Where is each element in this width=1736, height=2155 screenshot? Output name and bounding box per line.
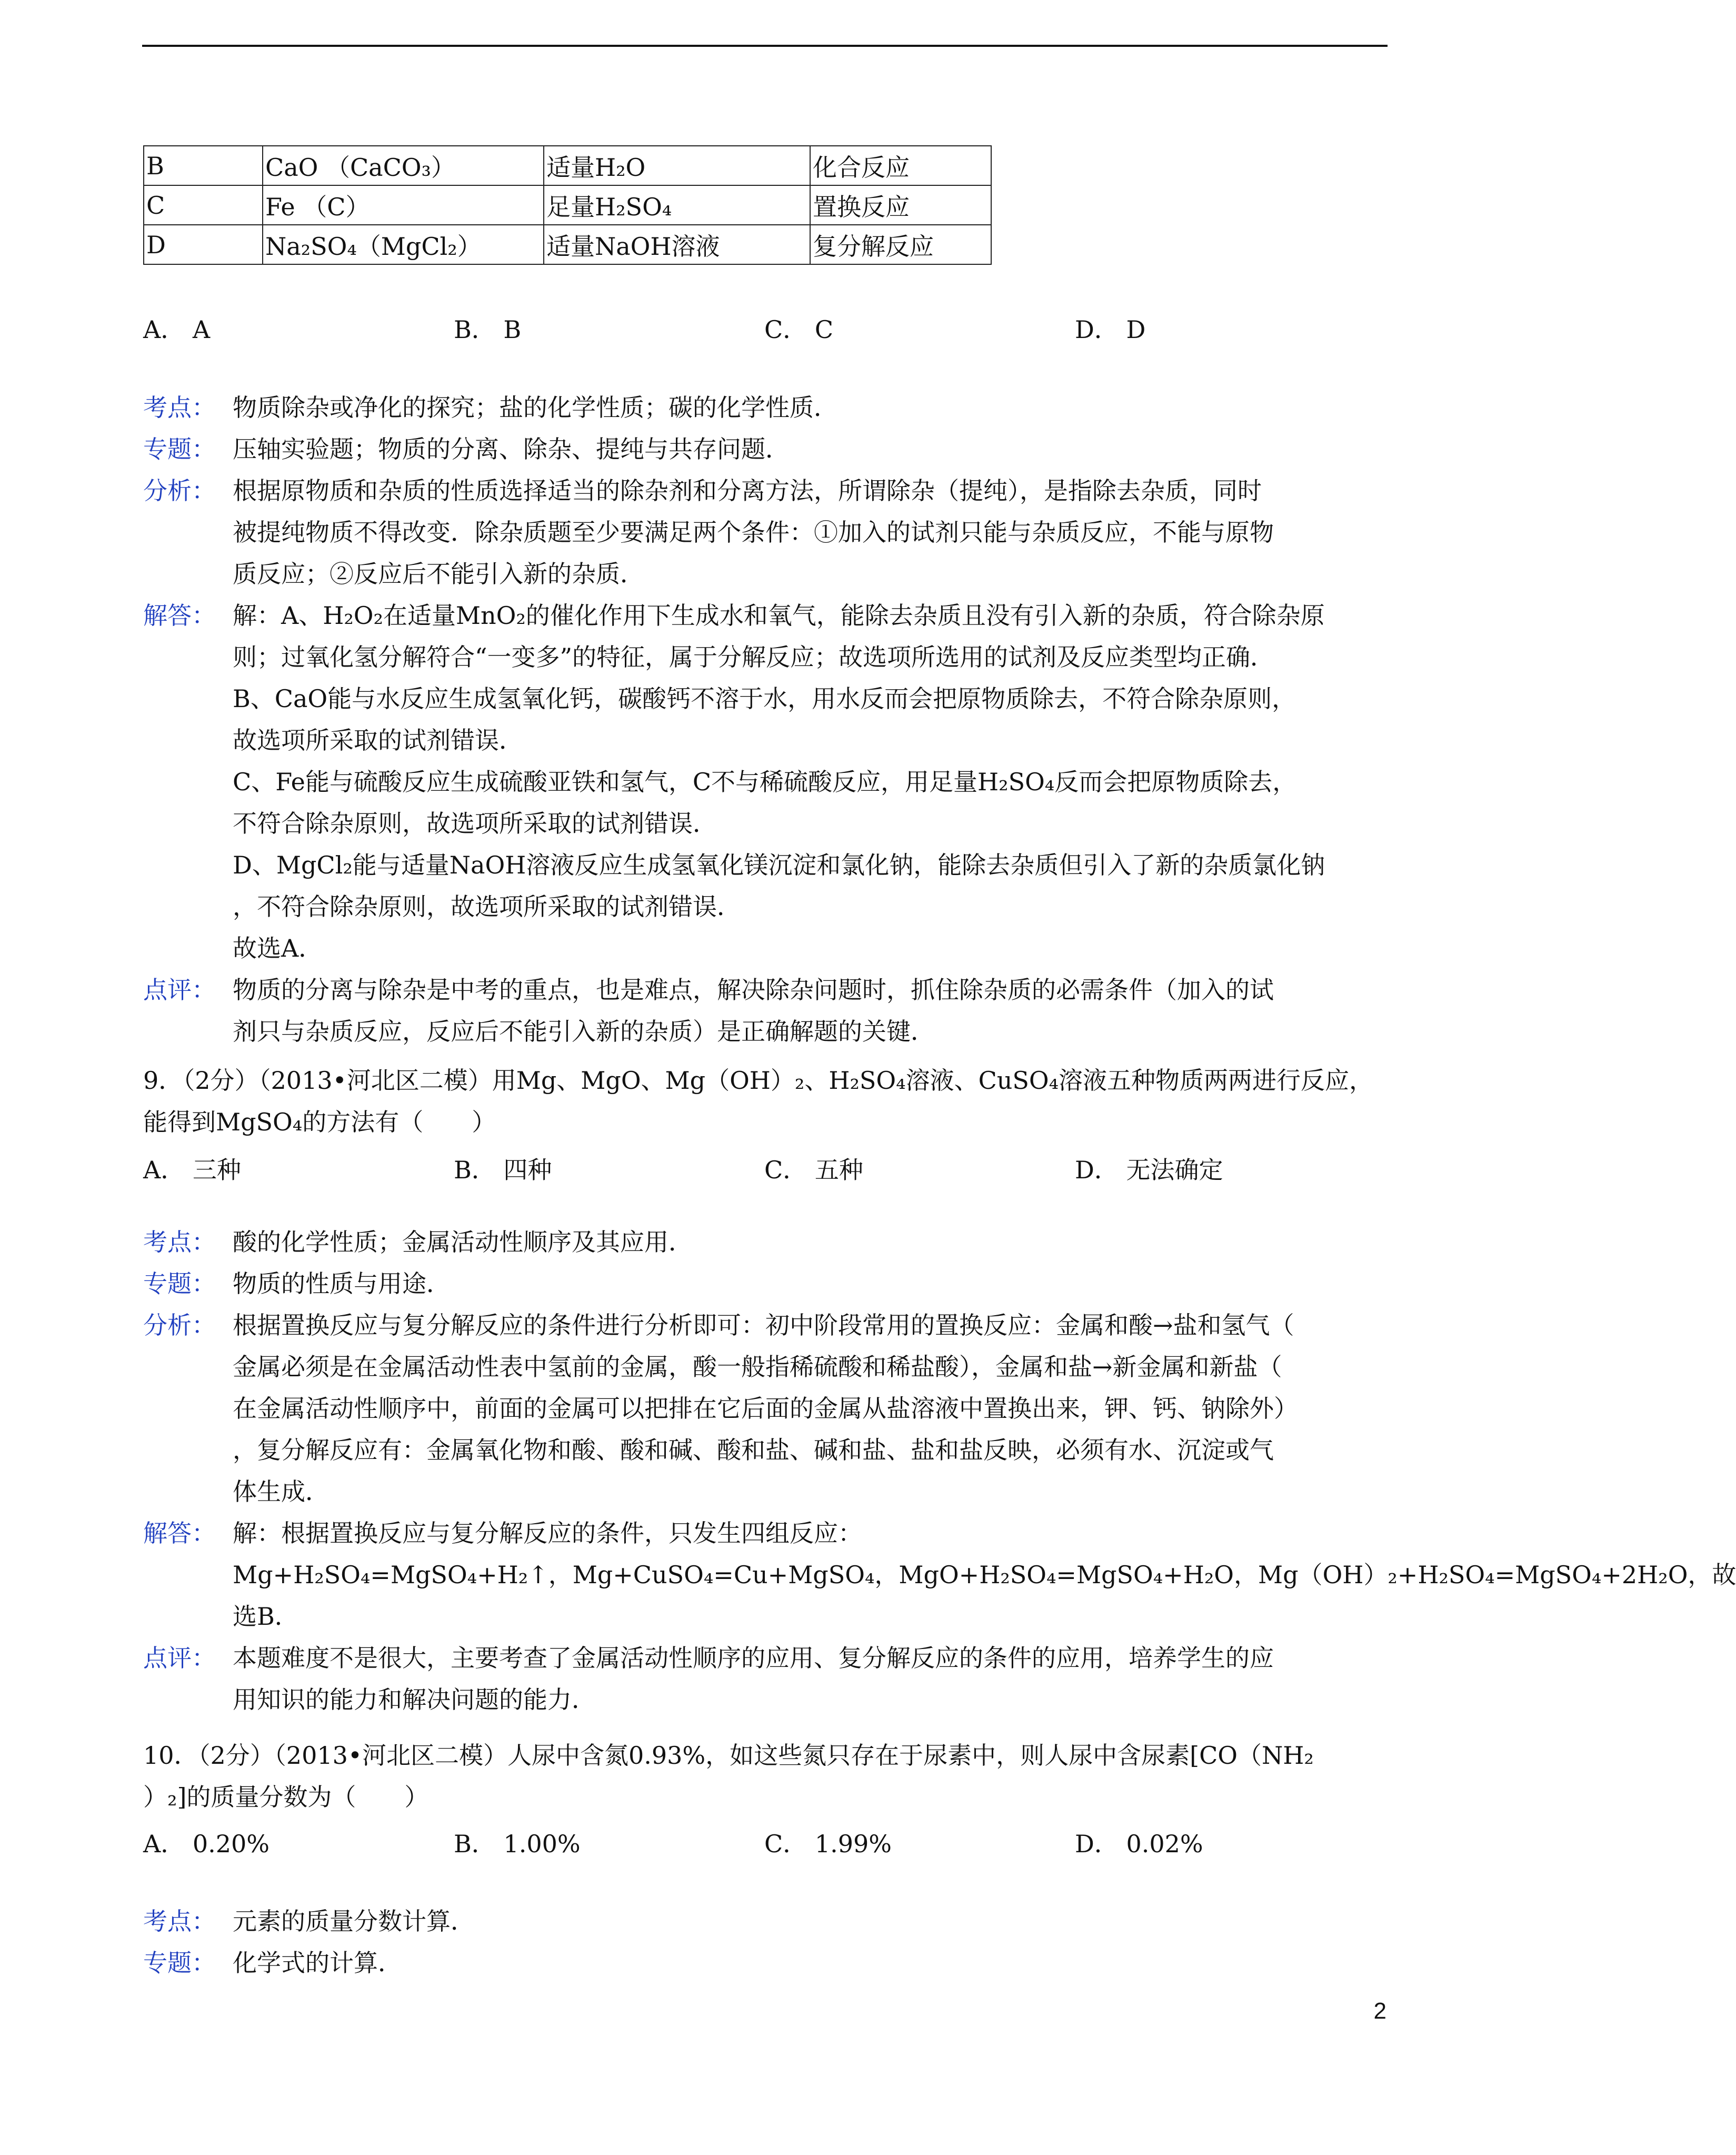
section-label: 专题： [143, 1269, 216, 1298]
section-label: 解答： [143, 1519, 216, 1547]
section-line: 物质的性质与用途． [233, 1269, 451, 1298]
reaction-cell: 复分解反应 [810, 225, 991, 264]
section-line: 酸的化学性质；金属活动性顺序及其应用． [233, 1228, 693, 1256]
section-line: B、CaO能与水反应生成氢氧化钙，碳酸钙不溶于水，用水反而会把原物质除去，不符合除杂原则， [233, 684, 1296, 713]
question-stem-line: 能得到MgSO₄的方法有（ ） [143, 1108, 496, 1136]
q10-kaodian [143, 1901, 1391, 1942]
q9-zhuanti [143, 1263, 1391, 1305]
section-label: 考点： [143, 1228, 216, 1256]
q8-zhuanti [143, 429, 1391, 470]
choice-d: D． 无法确定 [1075, 1156, 1223, 1184]
section-line: 解：A、H₂O₂在适量MnO₂的催化作用下生成水和氧气，能除去杂质且没有引入新的杂质，符合除杂原 [233, 601, 1325, 630]
q9-jieda [143, 1513, 1736, 1637]
q10-stem [143, 1735, 1314, 1818]
section-line: D、MgCl₂能与适量NaOH溶液反应生成氢氧化镁沉淀和氯化钠，能除去杂质但引入了新的杂质氯化钠 [233, 851, 1325, 879]
options-table [143, 145, 992, 265]
choice-b: B． 四种 [454, 1156, 552, 1184]
option-cell: D [144, 225, 263, 264]
section-line: 故选A． [233, 934, 323, 962]
reaction-cell: 化合反应 [810, 146, 991, 185]
section-label: 点评： [143, 976, 216, 1004]
table-row [144, 146, 991, 185]
choice-b: B． B [454, 315, 522, 344]
section-label: 分析： [143, 476, 216, 505]
section-label: 专题： [143, 1949, 216, 1977]
reagent-cell: 足量H₂SO₄ [544, 185, 810, 225]
q9-fenxi [143, 1305, 1391, 1513]
section-line: 本题难度不是很大，主要考查了金属活动性顺序的应用、复分解反应的条件的应用，培养学生的应 [233, 1644, 1274, 1672]
q9-stem [143, 1060, 1373, 1143]
section-line: 根据原物质和杂质的性质选择适当的除杂剂和分离方法，所谓除杂（提纯），是指除去杂质，同时 [233, 476, 1262, 505]
mixture-cell: Fe （C） [263, 185, 544, 225]
choice-c: C． C [764, 315, 834, 344]
reagent-cell: 适量H₂O [544, 146, 810, 185]
table-row [144, 185, 991, 225]
mixture-cell: CaO （CaCO₃） [263, 146, 544, 185]
page-number: 2 [1373, 1998, 1386, 2024]
section-line: 体生成． [233, 1477, 330, 1506]
section-label: 解答： [143, 601, 216, 630]
section-label: 点评： [143, 1644, 216, 1672]
q9-kaodian [143, 1222, 1391, 1263]
header-rule [142, 45, 1388, 47]
section-line: 则；过氧化氢分解符合“一变多”的特征，属于分解反应；故选项所选用的试剂及反应类型均正确． [233, 643, 1275, 671]
choice-a: A． A [143, 315, 211, 344]
q8-kaodian [143, 387, 1391, 429]
q9-dianping [143, 1637, 1391, 1721]
section-line: 在金属活动性顺序中，前面的金属可以把排在它后面的金属从盐溶液中置换出来，钾、钙、钠除外） [233, 1394, 1298, 1423]
choice-d: D． D [1075, 315, 1146, 344]
q8-dianping [143, 969, 1391, 1052]
section-label: 专题： [143, 435, 216, 463]
q10-zhuanti [143, 1942, 1391, 1984]
q8-jieda [143, 595, 1391, 969]
choice-d: D． 0.02% [1075, 1830, 1203, 1858]
section-label: 考点： [143, 1907, 216, 1935]
section-line: ，不符合除杂原则，故选项所采取的试剂错误． [233, 892, 741, 921]
section-line: 金属必须是在金属活动性表中氢前的金属，酸一般指稀硫酸和稀盐酸），金属和盐→新金属和新盐（ [233, 1353, 1282, 1381]
section-line: 化学式的计算． [233, 1949, 402, 1977]
section-line: 不符合除杂原则，故选项所采取的试剂错误． [233, 809, 717, 838]
choice-a: A． 三种 [143, 1156, 241, 1184]
question-stem-line: ）₂]的质量分数为（ ） [143, 1783, 429, 1811]
section-line: 物质除杂或净化的探究；盐的化学性质；碳的化学性质． [233, 393, 838, 422]
section-line: 故选项所采取的试剂错误． [233, 726, 523, 754]
section-line: 被提纯物质不得改变．除杂质题至少要满足两个条件：①加入的试剂只能与杂质反应，不能与原物 [233, 518, 1274, 547]
section-line: 选B． [233, 1602, 299, 1631]
table-row [144, 225, 991, 264]
section-line: 元素的质量分数计算． [233, 1907, 475, 1935]
section-line: 根据置换反应与复分解反应的条件进行分析即可：初中阶段常用的置换反应：金属和酸→盐和氢气（ [233, 1311, 1294, 1339]
reaction-cell: 置换反应 [810, 185, 991, 225]
q8-fenxi [143, 470, 1391, 595]
option-cell: C [144, 185, 263, 225]
section-line: 解：根据置换反应与复分解反应的条件，只发生四组反应： [233, 1519, 862, 1547]
choice-a: A． 0.20% [143, 1830, 270, 1858]
section-line: 剂只与杂质反应，反应后不能引入新的杂质）是正确解题的关键． [233, 1017, 935, 1046]
section-label: 分析： [143, 1311, 216, 1339]
option-cell: B [144, 146, 263, 185]
section-line: C、Fe能与硫酸反应生成硫酸亚铁和氢气，C不与稀硫酸反应，用足量H₂SO₄反而会把原物质除去， [233, 768, 1297, 796]
question-stem-line: 10．（2分）（2013•河北区二模）人尿中含氮0.93%，如这些氮只存在于尿素中，则人尿中含尿素[CO（NH₂ [143, 1741, 1314, 1770]
section-line: ，复分解反应有：金属氧化物和酸、酸和碱、酸和盐、碱和盐、盐和盐反映，必须有水、沉淀或气 [233, 1436, 1274, 1464]
mixture-cell: Na₂SO₄（MgCl₂） [263, 225, 544, 264]
section-line: 物质的分离与除杂是中考的重点，也是难点，解决除杂问题时，抓住除杂质的必需条件（加入的试 [233, 976, 1274, 1004]
choice-c: C． 1.99% [764, 1830, 892, 1858]
section-line: 压轴实验题；物质的分离、除杂、提纯与共存问题． [233, 435, 790, 463]
section-label: 考点： [143, 393, 216, 422]
choice-c: C． 五种 [764, 1156, 863, 1184]
section-line: Mg+H₂SO₄=MgSO₄+H₂↑，Mg+CuSO₄=Cu+MgSO₄，MgO+H₂SO₄=MgSO₄+H₂O，Mg（OH）₂+H₂SO₄=MgSO₄+2H₂O，故 [233, 1561, 1736, 1589]
question-stem-line: 9．（2分）（2013•河北区二模）用Mg、MgO、Mg（OH）₂、H₂SO₄溶液、CuSO₄溶液五种物质两两进行反应， [143, 1066, 1374, 1095]
section-line: 用知识的能力和解决问题的能力． [233, 1685, 596, 1714]
reagent-cell: 适量NaOH溶液 [544, 225, 810, 264]
choice-b: B． 1.00% [454, 1830, 581, 1858]
section-line: 质反应；②反应后不能引入新的杂质． [233, 560, 644, 588]
